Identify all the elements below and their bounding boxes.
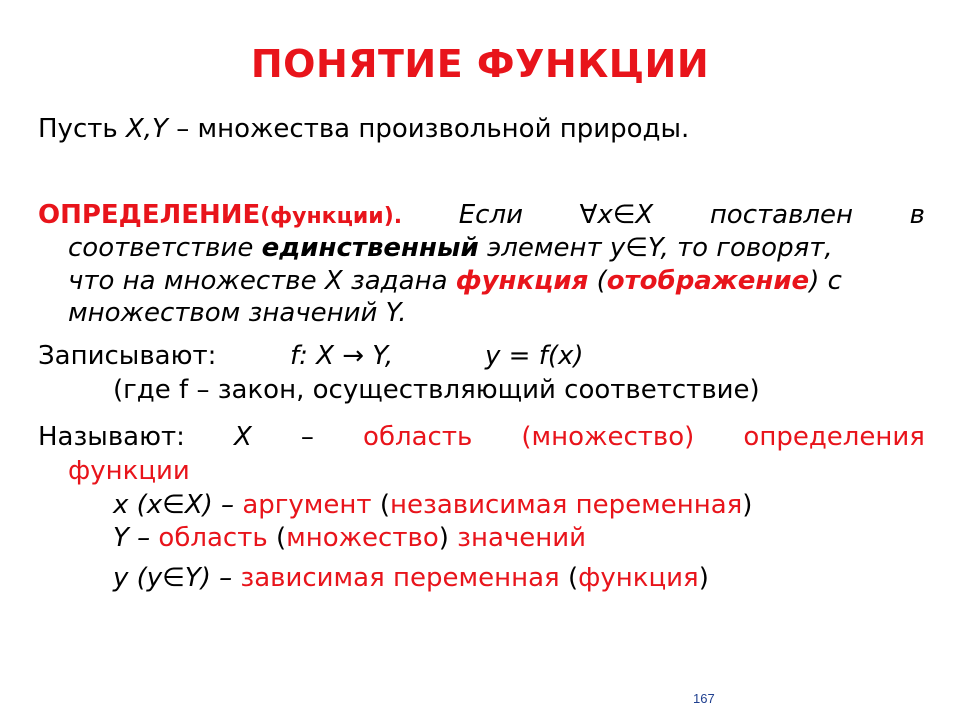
def-paren-close: ) с — [809, 266, 842, 296]
range-set: множество — [286, 523, 439, 553]
def-in: в — [909, 200, 925, 230]
def-paren-open: ( — [596, 266, 607, 296]
naming-x: X — [234, 422, 252, 452]
naming-definition: определения — [743, 422, 925, 452]
dependent-line — [113, 563, 709, 593]
argument-description: независимая переменная — [390, 490, 743, 520]
range-symbol: Y – — [113, 523, 151, 553]
dependent-paren-open: ( — [567, 563, 579, 593]
definition-heading: ОПРЕДЕЛЕНИЕ — [38, 200, 261, 230]
definition-line-4: множеством значений Y. — [68, 298, 407, 328]
intro-line — [38, 114, 689, 144]
notation-label: Записывают: — [38, 341, 217, 371]
naming-label: Называют: — [38, 422, 185, 452]
dependent-term: зависимая переменная — [240, 563, 560, 593]
def-given: что на множестве X задана — [68, 266, 448, 296]
notation-map: f: X → Y, — [290, 341, 394, 371]
def-unique: единственный — [261, 233, 479, 263]
naming-dash: – — [300, 422, 314, 452]
argument-paren-open: ( — [379, 490, 390, 520]
intro-rest: – множества произвольной природы. — [176, 114, 690, 144]
def-if: Если — [458, 200, 523, 230]
argument-paren-close: ) — [742, 490, 753, 520]
def-mapping-term: отображение — [606, 266, 810, 296]
def-element: элемент y∈Y, то говорят, — [486, 233, 833, 263]
dependent-function: функция — [578, 563, 699, 593]
def-set: поставлен — [709, 200, 854, 230]
range-values: значений — [457, 523, 587, 553]
naming-domain: область — [363, 422, 473, 452]
naming-line-1 — [38, 422, 925, 452]
range-line — [113, 523, 586, 553]
argument-symbol: x (x∈X) – — [113, 490, 235, 520]
dependent-symbol: y (y∈Y) – — [113, 563, 233, 593]
naming-set: (множество) — [521, 422, 695, 452]
intro-sets: X,Y — [125, 114, 168, 144]
definition-line-1 — [38, 200, 925, 232]
slide-title: ПОНЯТИЕ ФУНКЦИИ — [250, 42, 710, 86]
def-function-term: функция — [455, 266, 589, 296]
notation-equation: y = f(x) — [485, 341, 584, 371]
page-number: 167 — [693, 691, 715, 706]
range-paren-close: ) — [438, 523, 449, 553]
intro-let: Пусть — [38, 114, 118, 144]
definition-heading-sub: (функции). — [260, 204, 403, 229]
naming-function: функции — [68, 456, 190, 486]
range-paren-open: ( — [275, 523, 287, 553]
range-area: область — [158, 523, 268, 553]
notation-note: (где f – закон, осуществляющий соответствие) — [113, 375, 760, 405]
def-forall: ∀x∈X — [579, 200, 654, 230]
def-correspondence: соответствие — [68, 233, 254, 263]
dependent-paren-close: ) — [698, 563, 709, 593]
argument-line — [113, 490, 752, 520]
definition-line-2 — [68, 233, 833, 263]
notation-line — [38, 341, 216, 371]
argument-term: аргумент — [242, 490, 372, 520]
definition-line-3 — [68, 266, 842, 296]
